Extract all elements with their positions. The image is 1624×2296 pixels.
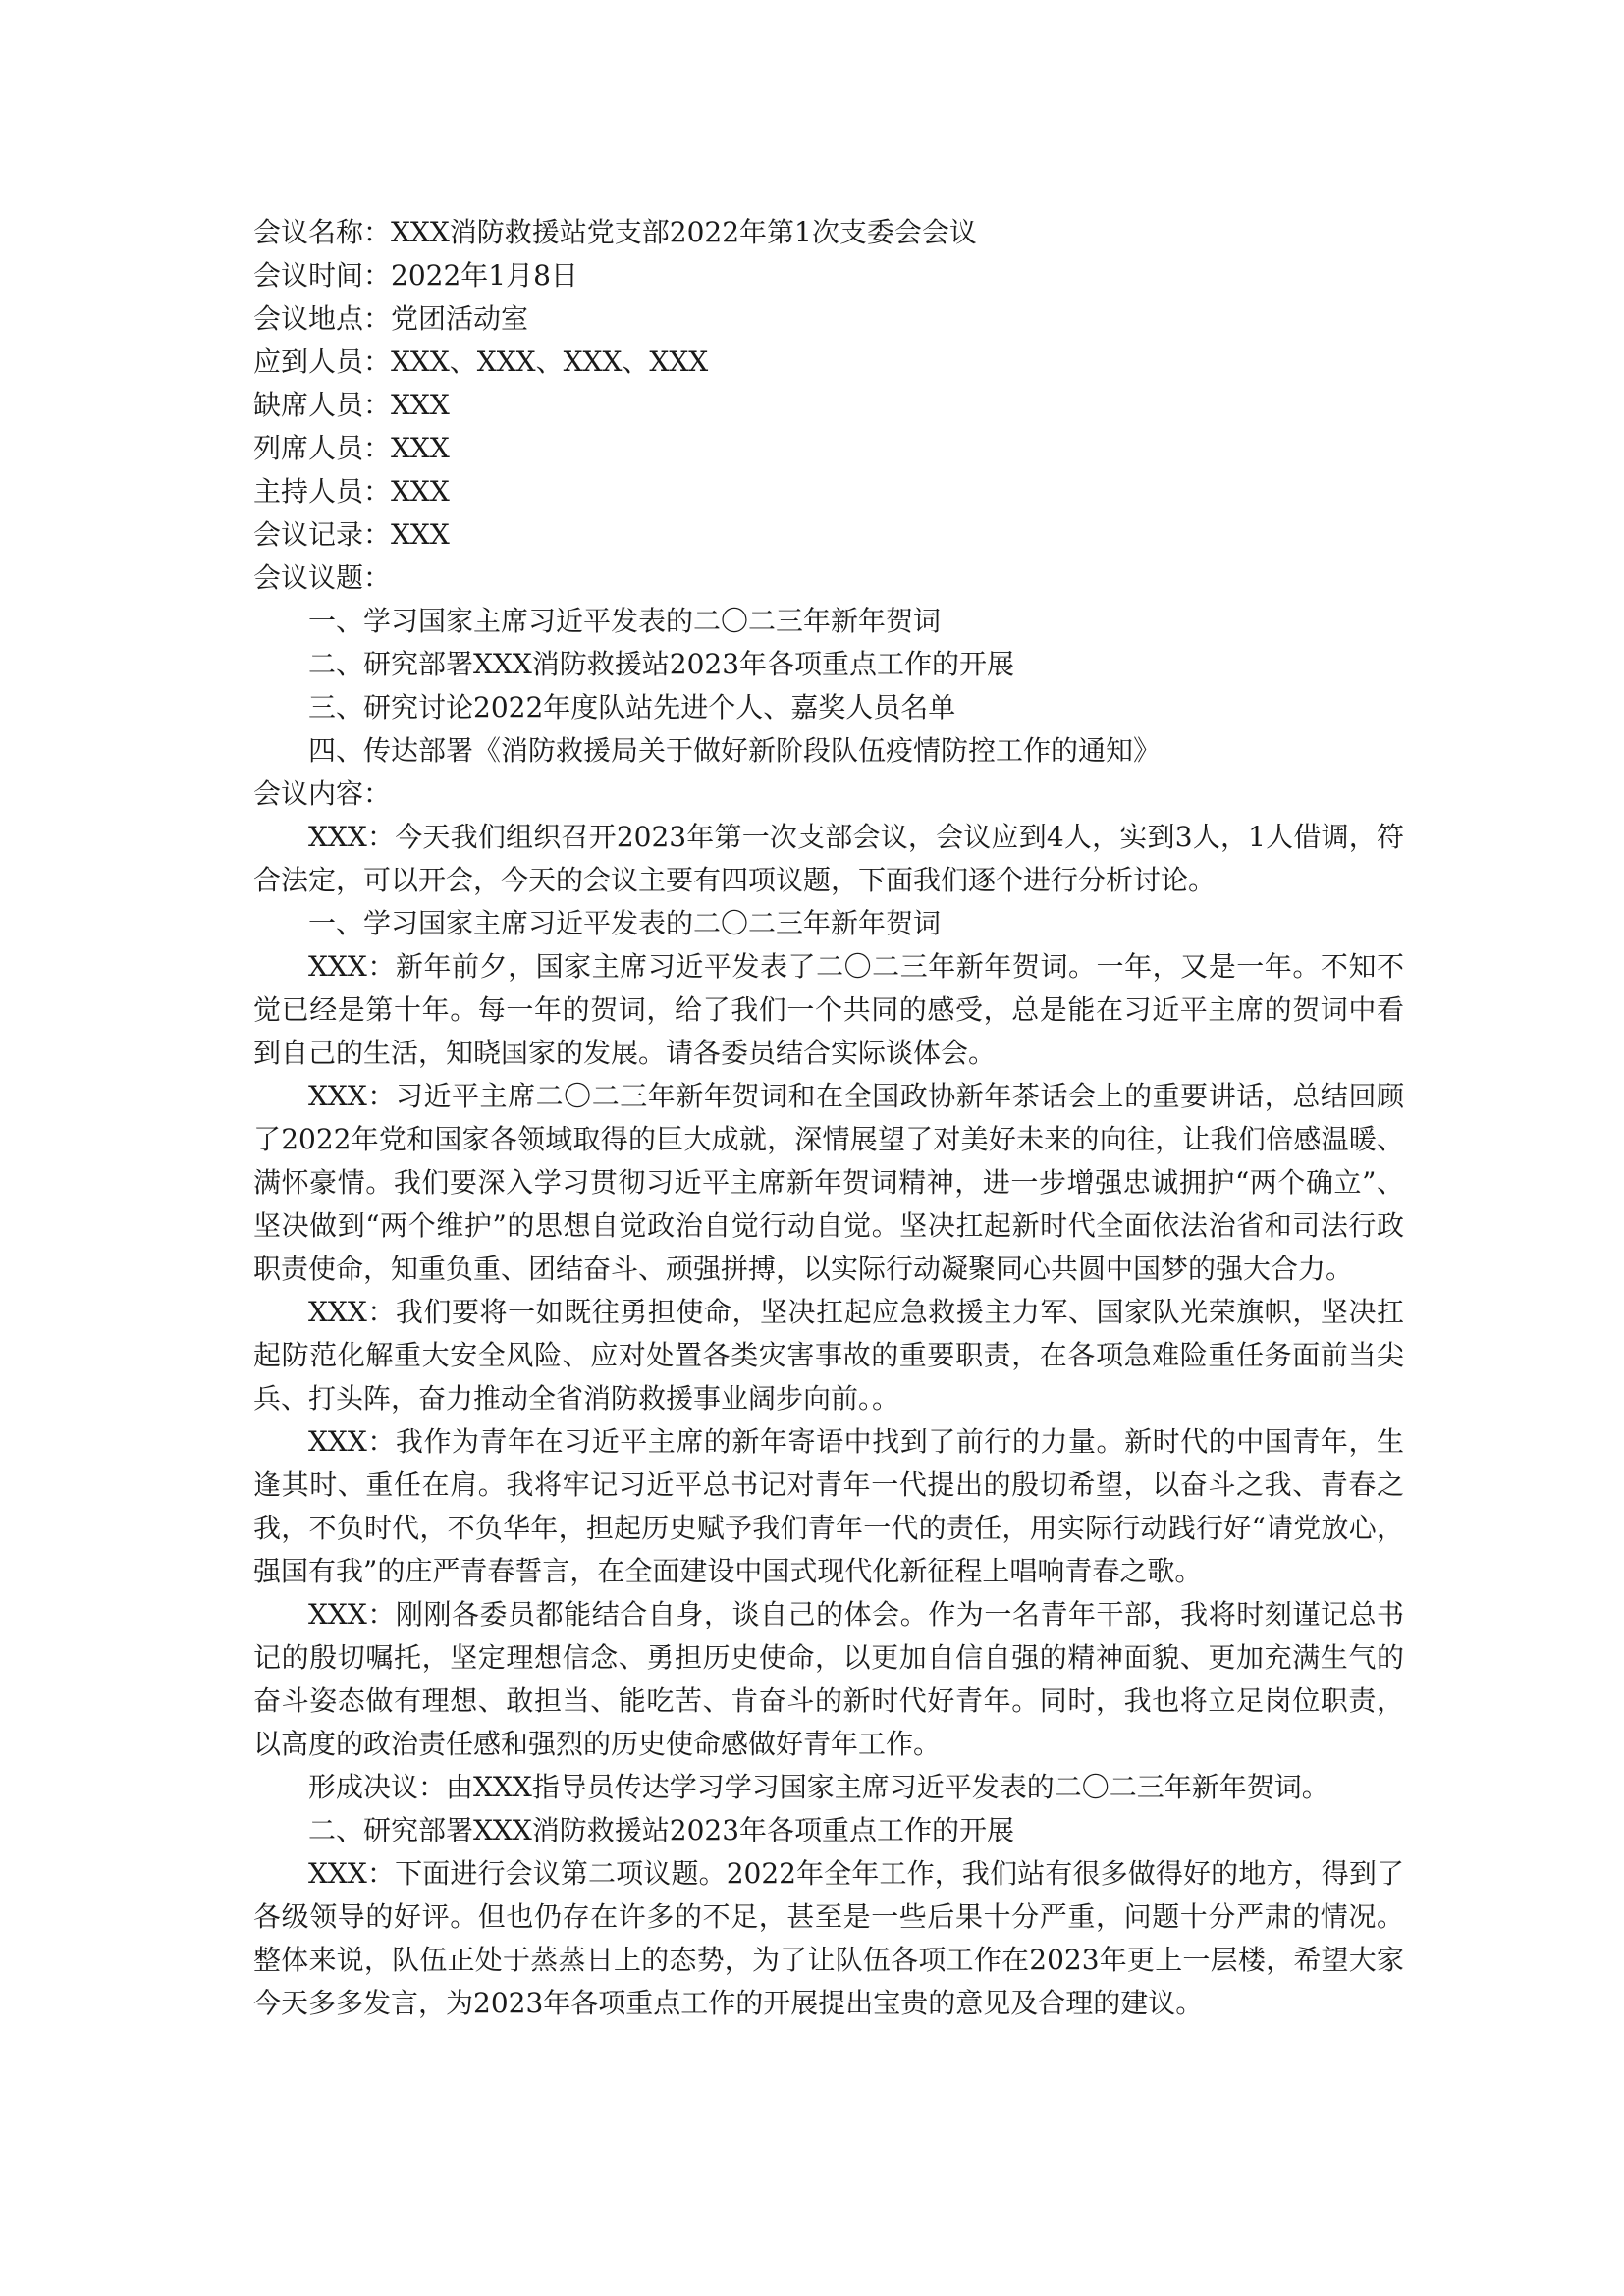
body-paragraph: XXX：今天我们组织召开2023年第一次支部会议，会议应到4人，实到3人，1人借调，符合法定，可以开会，今天的会议主要有四项议题，下面我们逐个进行分析讨论。: [253, 821, 1404, 896]
meeting-place: 会议地点：党团活动室: [253, 302, 529, 335]
resolution-paragraph: 形成决议：由XXX指导员传达学习学习国家主席习近平发表的二〇二三年新年贺词。: [308, 1771, 1329, 1803]
meeting-host: 主持人员：XXX: [253, 475, 450, 507]
meeting-name: 会议名称：XXX消防救援站党支部2022年第1次支委会会议: [253, 216, 977, 248]
topic-item: 二、研究部署XXX消防救援站2023年各项重点工作的开展: [308, 648, 1015, 680]
meeting-time: 会议时间：2022年1月8日: [253, 259, 578, 292]
body-paragraph: XXX：下面进行会议第二项议题。2022年全年工作，我们站有很多做得好的地方，得到了各级领导的好评。但也仍存在许多的不足，甚至是一些后果十分严重，问题十分严肃的情况。整体来说，队伍正处于蒸蒸日上的态势，为了让队伍各项工作在2023年更上一层楼，希望大家今天多多发言，为2023年各项重点工作的开展提出宝贵的意见及合理的建议。: [253, 1857, 1404, 2019]
body-paragraph: XXX：刚刚各委员都能结合自身，谈自己的体会。作为一名青年干部，我将时刻谨记总书记的殷切嘱托，坚定理想信念、勇担历史使命，以更加自信自强的精神面貌、更加充满生气的奋斗姿态做有理想、敢担当、能吃苦、肯奋斗的新时代好青年。同时，我也将立足岗位职责，以高度的政治责任感和强烈的历史使命感做好青年工作。: [253, 1598, 1404, 1760]
body-paragraph: XXX：我作为青年在习近平主席的新年寄语中找到了前行的力量。新时代的中国青年，生逢其时、重任在肩。我将牢记习近平总书记对青年一代提出的殷切希望，以奋斗之我、青春之我，不负时代，不负华年，担起历史赋予我们青年一代的责任，用实际行动践行好“请党放心，强国有我”的庄严青春誓言，在全面建设中国式现代化新征程上唱响青春之歌。: [253, 1425, 1404, 1587]
content-label: 会议内容：: [253, 777, 392, 810]
meeting-attendees: 应到人员：XXX、XXX、XXX、XXX: [253, 346, 709, 378]
document-page: [253, 211, 1404, 2025]
section-heading: 二、研究部署XXX消防救援站2023年各项重点工作的开展: [308, 1814, 1015, 1846]
topic-item: 一、学习国家主席习近平发表的二〇二三年新年贺词: [308, 605, 942, 637]
topic-item: 三、研究讨论2022年度队站先进个人、嘉奖人员名单: [308, 691, 956, 723]
meeting-observers: 列席人员：XXX: [253, 432, 450, 464]
topics-label: 会议议题：: [253, 561, 392, 594]
section-heading: 一、学习国家主席习近平发表的二〇二三年新年贺词: [308, 907, 942, 939]
body-paragraph: XXX：习近平主席二〇二三年新年贺词和在全国政协新年茶话会上的重要讲话，总结回顾了2022年党和国家各领域取得的巨大成就，深情展望了对美好未来的向往，让我们倍感温暖、满怀豪情。我们要深入学习贯彻习近平主席新年贺词精神，进一步增强忠诚拥护“两个确立”、坚决做到“两个维护”的思想自觉政治自觉行动自觉。坚决扛起新时代全面依法治省和司法行政职责使命，知重负重、团结奋斗、顽强拼搏，以实际行动凝聚同心共圆中国梦的强大合力。: [253, 1080, 1404, 1285]
body-paragraph: XXX：我们要将一如既往勇担使命，坚决扛起应急救援主力军、国家队光荣旗帜，坚决扛起防范化解重大安全风险、应对处置各类灾害事故的重要职责，在各项急难险重任务面前当尖兵、打头阵，奋力推动全省消防救援事业阔步向前。。: [253, 1296, 1404, 1415]
meeting-absent: 缺席人员：XXX: [253, 389, 450, 421]
body-paragraph: XXX：新年前夕，国家主席习近平发表了二〇二三年新年贺词。一年，又是一年。不知不觉已经是第十年。每一年的贺词，给了我们一个共同的感受，总是能在习近平主席的贺词中看到自己的生活，知晓国家的发展。请各委员结合实际谈体会。: [253, 950, 1404, 1069]
topic-item: 四、传达部署《消防救援局关于做好新阶段队伍疫情防控工作的通知》: [308, 734, 1162, 767]
meeting-recorder: 会议记录：XXX: [253, 518, 450, 551]
